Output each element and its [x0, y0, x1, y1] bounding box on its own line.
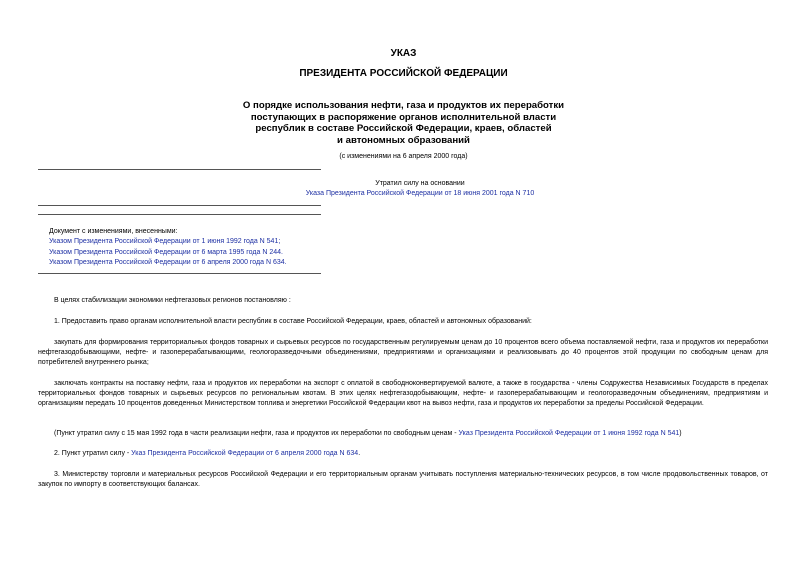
divider	[38, 214, 321, 215]
intro-paragraph: В целях стабилизации экономики нефтегазовых регионов постановляю :	[54, 297, 291, 304]
paragraph-1a: закупать для формирования территориальных фондов товарных и сырьевых ресурсов по государственным регулируемым ценам до 10 процентов всего объема поставляемой нефти, газа и продуктов их переработки нефтегазодобывающими, нефте- и газоперерабатывающими, геологоразведочными объединениями, предприятиями и организациями и реализовывать до 40 процентов этой продукции по свободным ценам для потребителей внутреннего рынка;	[38, 339, 768, 366]
heading-line: и автономных образований	[337, 134, 470, 146]
paragraph-1: 1. Предоставить право органам исполнительной власти республик в составе Российской Федерации, краев, областей и автономных образований:	[54, 318, 532, 325]
lost-force-label: Утратил силу на основании	[375, 180, 465, 187]
paragraph-1c-end: )	[679, 430, 682, 437]
amendment-link[interactable]: Указом Президента Российской Федерации от 6 апреля 2000 года N 634.	[49, 258, 287, 266]
heading-line: поступающих в распоряжение органов исполнительной власти	[250, 111, 557, 123]
amendment-link[interactable]: Указом Президента Российской Федерации от 1 июня 1992 года N 541;	[49, 238, 281, 246]
paragraph-3: 3. Министерству торговли и материальных ресурсов Российской Федерации и его территориальным органам учитывать поступления материально-технических ресурсов, в том числе продовольственных товаров, от закупок по импорту в соответствующих балансах.	[38, 471, 768, 488]
paragraph-2	[38, 449, 768, 459]
paragraph-1c-link[interactable]: Указ Президента Российской Федерации от 1 июня 1992 года N 541	[458, 430, 680, 437]
amendments-label: Документ с изменениями, внесенными:	[49, 228, 178, 235]
changes-note: (с изменениями на 6 апреля 2000 года)	[339, 153, 468, 160]
amendment-link[interactable]: Указом Президента Российской Федерации от 6 марта 1995 года N 244.	[49, 248, 283, 256]
paragraph-1b: заключать контракты на поставку нефти, газа и продуктов их переработки на экспорт с оплатой в свободноконвертируемой валюте, а также в государства - члены Содружества Независимых Государств в пределах территориальных фондов товарных и сырьевых ресурсов по региональным квотам. В этих целях нефтегазодобывающим, нефте- и газоперерабатывающим и геологоразведочным объединениям, предприятиям и организациям передать 10 процентов доведенных Министерством топлива и энергетики Российской Федерации квот на вывоз нефти, газа и продуктов их переработки за пределы Российской Федерации.	[38, 380, 768, 407]
lost-force-link[interactable]	[220, 190, 620, 197]
paragraph-1c-text: (Пункт утратил силу с 15 мая 1992 года в части реализации нефти, газа и продуктов их переработки по свободным ценам -	[54, 430, 459, 437]
lost-force-link-text[interactable]: Указа Президента Российской Федерации от 18 июня 2001 года N 710	[305, 190, 535, 197]
issuer-title: ПРЕЗИДЕНТА РОССИЙСКОЙ ФЕДЕРАЦИИ	[299, 68, 508, 79]
document-heading	[0, 100, 807, 146]
paragraph-1c	[38, 429, 768, 439]
doc-type-title: УКАЗ	[390, 48, 417, 59]
paragraph-2-end: .	[358, 450, 361, 457]
paragraph-2-link[interactable]: Указ Президента Российской Федерации от 6 апреля 2000 года N 634	[131, 450, 359, 457]
divider	[38, 273, 321, 274]
amendments-block	[49, 227, 287, 268]
divider	[38, 205, 321, 206]
paragraph-2-text: 2. Пункт утратил силу -	[54, 450, 132, 457]
heading-line: республик в составе Российской Федерации, краев, областей	[255, 123, 552, 134]
heading-line: О порядке использования нефти, газа и продуктов их переработки	[242, 100, 565, 111]
divider	[38, 169, 321, 170]
